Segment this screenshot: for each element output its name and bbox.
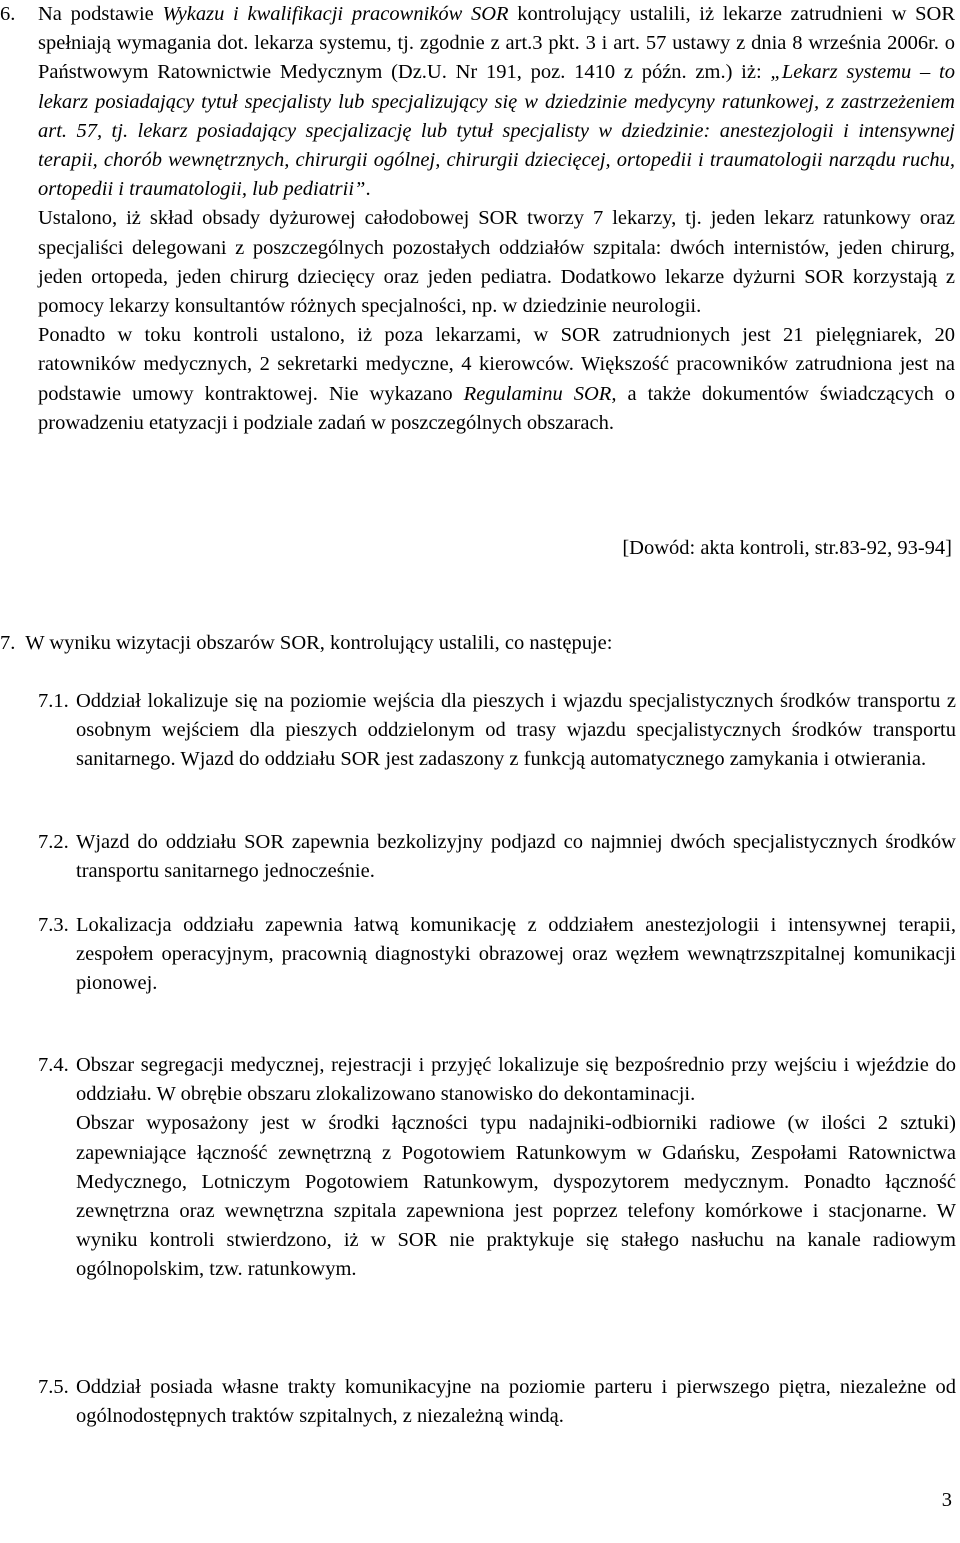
subsection-text: Oddział lokalizuje się na poziomie wejścia dla pieszych i wjazdu specjalistycznych środków transportu z osobnym wejściem dla pieszych oddzielonym od trasy wjazdu specjalistycznych środków transportu sanitarnego. Wjazd do oddziału SOR jest zadaszony z funkcją automatycznego zamykania i otwierania. <box>76 690 956 771</box>
p1-text-e: . <box>365 178 371 201</box>
item-7-heading: 7. W wyniku wizytacji obszarów SOR, kontrolujący ustalili, co następuje: <box>0 632 613 654</box>
page-number: 3 <box>941 1489 952 1511</box>
subsection-text: Oddział posiada własne trakty komunikacyjne na poziomie parteru i pierwszego piętra, niezależne od ogólnodostępnych traktów szpitalnych, z niezależną windą. <box>76 1376 956 1428</box>
item-6-body <box>38 0 955 438</box>
subsection-7-5 <box>38 1373 956 1431</box>
subsection-number: 7.2. <box>38 831 69 853</box>
subsection-text-2: Obszar wyposażony jest w środki łączności typu nadajniki-odbiorniki radiowe (w ilości 2 sztuki) zapewniające łączność zewnętrzną z Pogotowiem Ratunkowym w Gdańsku, Zespołami Ratownictwa Medycznego, Lotniczym Pogotowiem Ratunkowym, dyspozytorem medycznym. Ponadto łączność zewnętrzna oraz wewnętrzna szpitala zapewniona jest poprzez telefony komórkowe i stacjonarne. W wyniku kontroli stwierdzono, iż w SOR nie praktykuje się stałego nasłuchu na kanale radiowym ogólnopolskim, tzw. ratunkowym. <box>76 1112 956 1281</box>
evidence-reference: [Dowód: akta kontroli, str.83-92, 93-94] <box>622 537 952 559</box>
subsection-number: 7.3. <box>38 914 69 936</box>
p1-document-title: Wykazu i kwalifikacji pracowników SOR <box>162 3 509 25</box>
p1-text-c: kontrolujący ustalili, iż lekarze zatrudnieni w SOR spełniają wymagania dot. lekarza systemu, tj. zgodnie z art.3 pkt. 3 i art. 57 ustawy z dnia 8 września 2006r. o Państwowym Ratownictwie Medycznym (Dz.U. Nr 191, poz. 1410 z późn. zm.) iż: <box>38 3 955 84</box>
subsection-7-4 <box>38 1051 956 1285</box>
subsection-7-3 <box>38 911 956 999</box>
p3-regulation-title: Regulaminu SOR, <box>463 382 617 405</box>
subsection-text: Obszar segregacji medycznej, rejestracji i przyjęć lokalizuje się bezpośrednio przy wejściu i wjeździe do oddziału. W obrębie obszaru zlokalizowano stanowisko do dekontaminacji. <box>76 1054 956 1106</box>
p1-text-a: Na podstawie <box>38 3 163 25</box>
subsection-body <box>76 1051 956 1285</box>
subsection-text: Wjazd do oddziału SOR zapewnia bezkolizyjny podjazd co najmniej dwóch specjalistycznych środków transportu sanitarnego jednocześnie. <box>76 831 956 883</box>
subsection-number: 7.5. <box>38 1376 69 1398</box>
p1-quote: „Lekarz systemu – to lekarz posiadający tytuł specjalisty lub specjalizujący się w dziedzinie medycyny ratunkowej, z zastrzeżeniem art. 57, tj. lekarz posiadający specjalizację lub tytuł specjalisty w dziedzinie: anestezjologii i intensywnej terapii, chorób wewnętrznych, chirurgii ogólnej, chirurgii dziecięcej, ortopedii i traumatologii narządu ruchu, ortopedii i traumatologii, lub pediatrii” <box>38 61 955 201</box>
item-6-paragraph-2: Ustalono, iż skład obsady dyżurowej całodobowej SOR tworzy 7 lekarzy, tj. jeden lekarz ratunkowy oraz specjaliści delegowani z poszczególnych pozostałych oddziałów szpitala: dwóch internistów, jeden chirurg, jeden ortopeda, jeden chirurg dziecięcy oraz jeden pediatra. Dodatkowo lekarze dyżurni SOR korzystają z pomocy lekarzy konsultantów różnych specjalności, np. w dziedzinie neurologii. <box>38 207 955 318</box>
item-6 <box>0 0 955 438</box>
item-6-paragraph-3 <box>38 321 955 438</box>
subsection-number: 7.1. <box>38 690 69 712</box>
subsection-number: 7.4. <box>38 1054 69 1076</box>
p3-text-a: Ponadto w toku kontroli ustalono, iż poza lekarzami, w SOR zatrudnionych jest 21 pielęgniarek, 20 ratowników medycznych, 2 sekretarki medyczne, 4 kierowców. Większość pracowników zatrudniona jest na podstawie umowy kontraktowej. Nie wykazano <box>38 324 955 405</box>
subsection-text: Lokalizacja oddziału zapewnia łatwą komunikację z oddziałem anestezjologii i intensywnej terapii, zespołem operacyjnym, pracownią diagnostyki obrazowej oraz węzłem wewnątrzszpitalnej komunikacji pionowej. <box>76 914 956 995</box>
subsection-7-1 <box>38 687 956 775</box>
item-6-number: 6. <box>0 3 16 25</box>
item-6-paragraph-1 <box>38 0 955 204</box>
p3-text-c: a także dokumentów świadczących o prowadzeniu etatyzacji i podziale zadań w poszczególnych obszarach. <box>38 382 955 434</box>
subsection-7-2 <box>38 828 956 886</box>
